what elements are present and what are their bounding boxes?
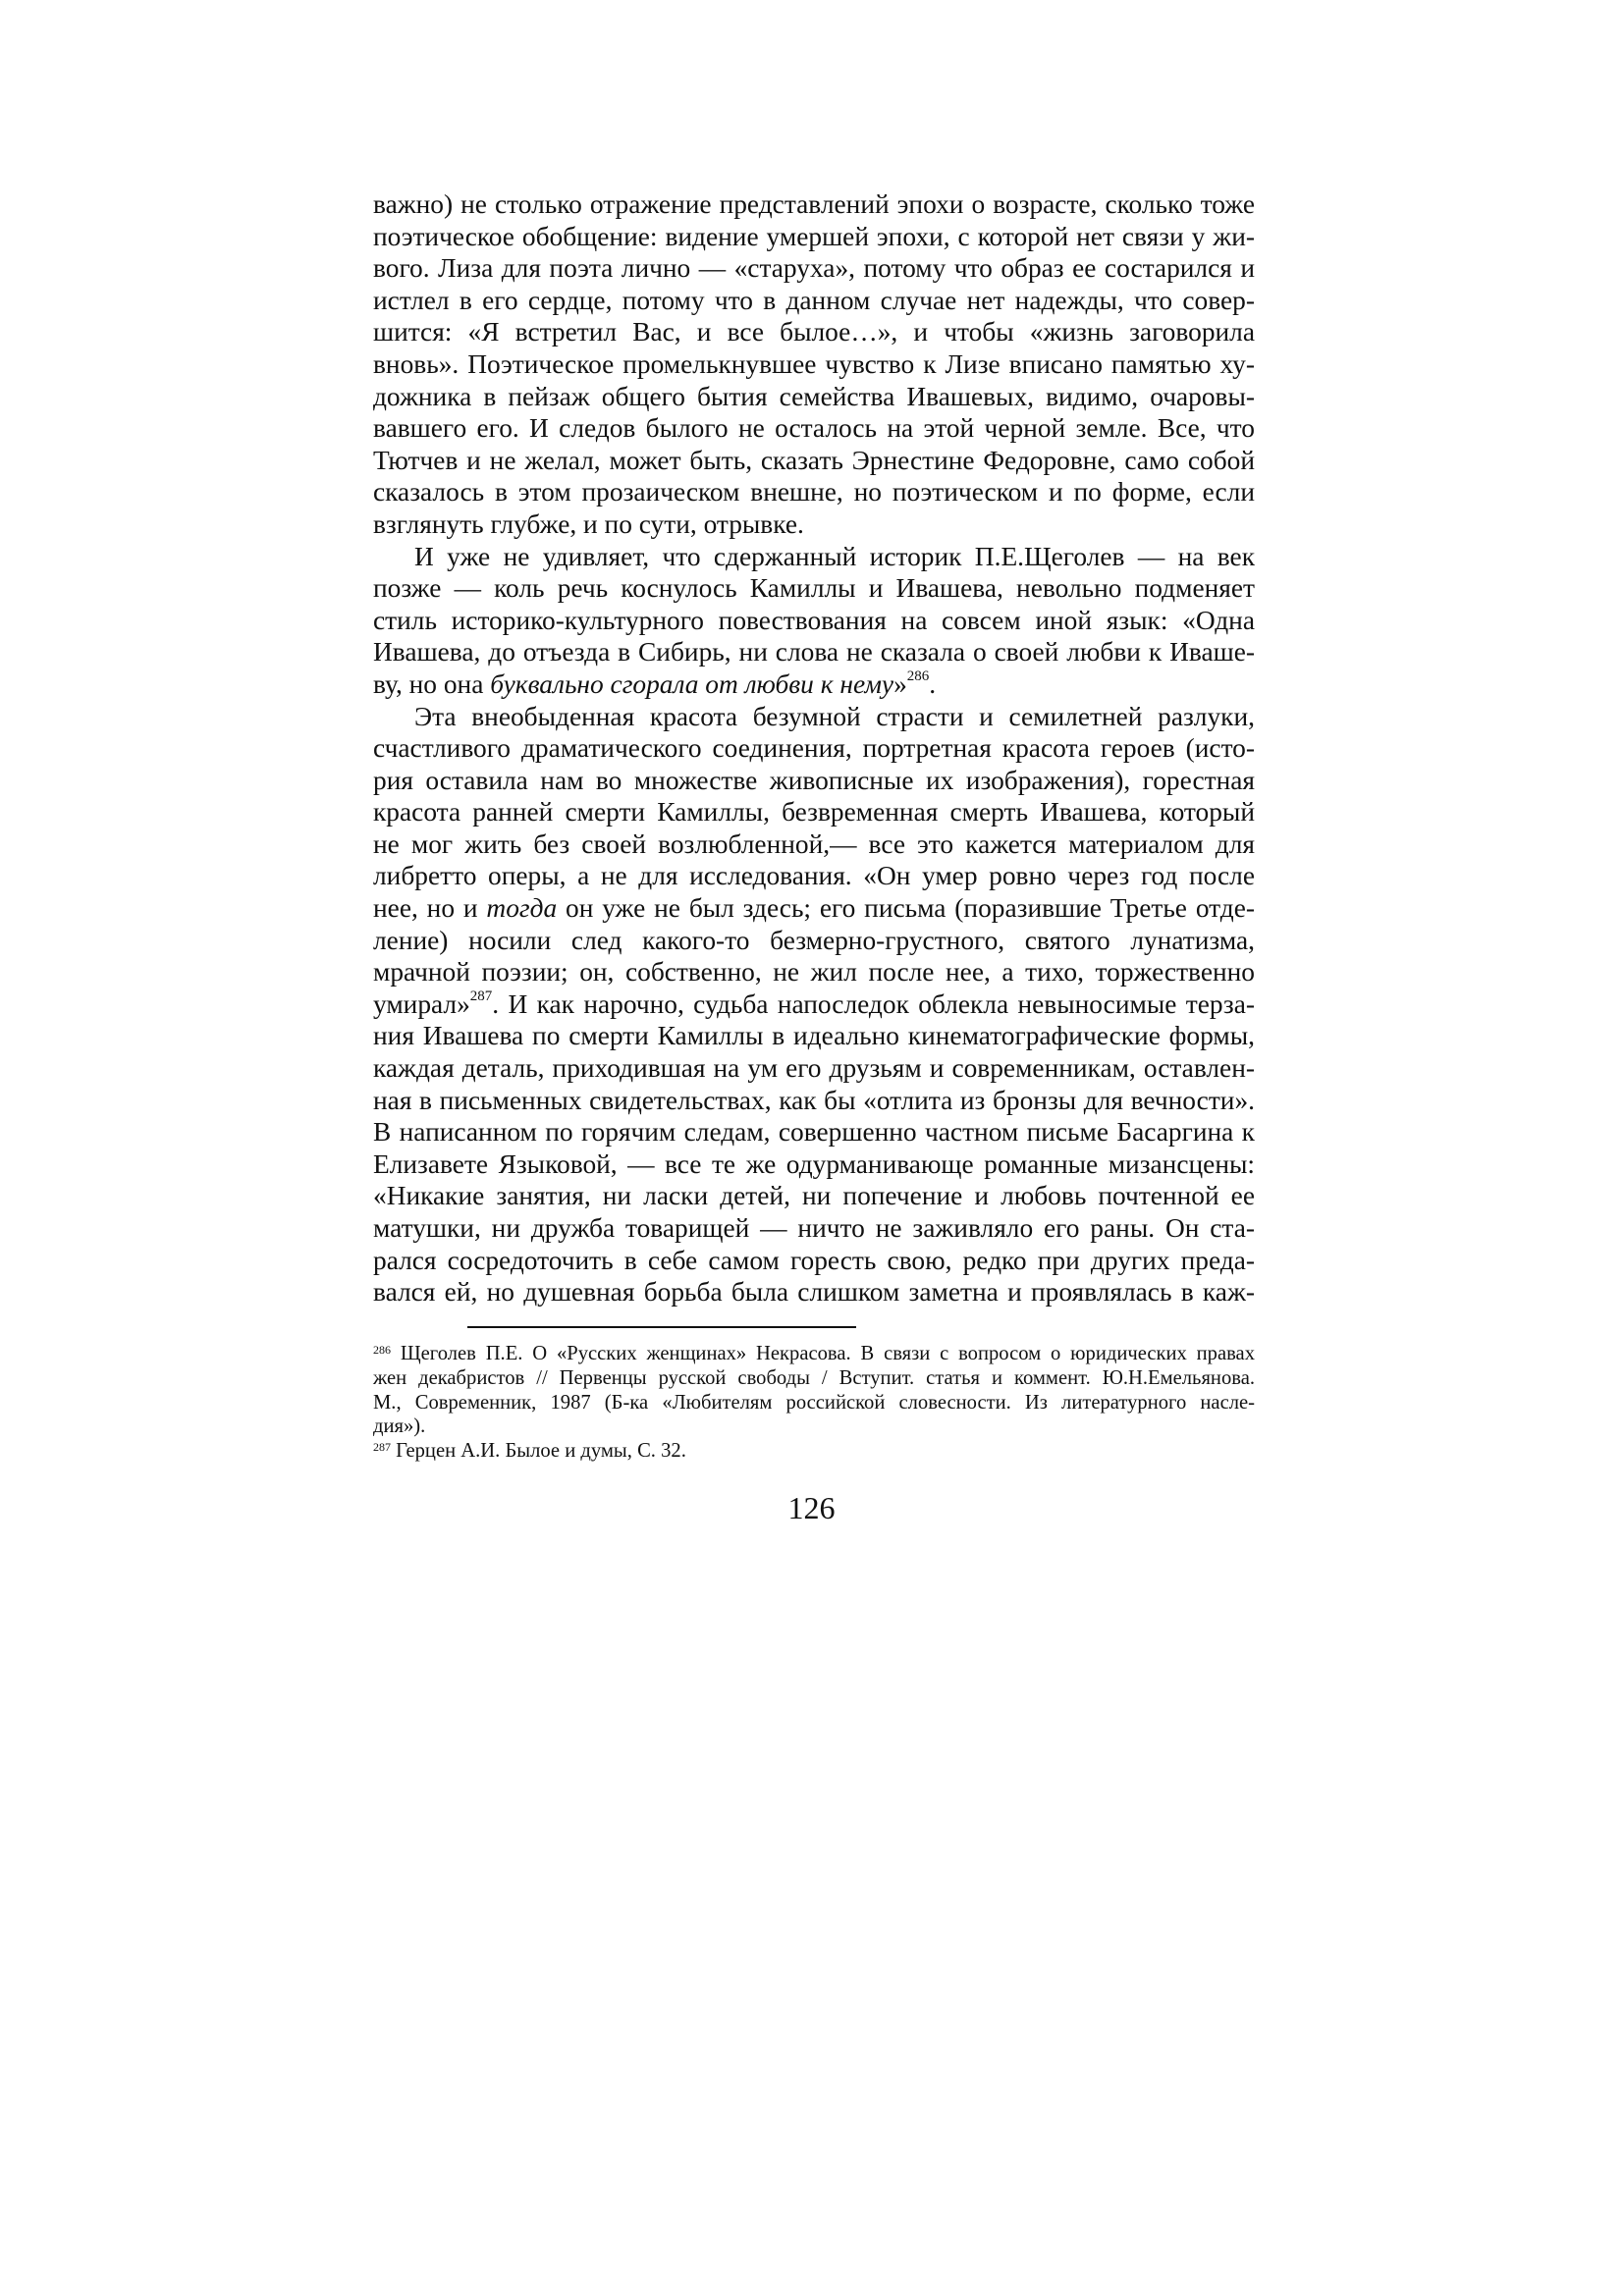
text-line: И уже не удивляет, что сдержанный историк П.Е.Щеголев — на век bbox=[414, 541, 1255, 571]
footnote-divider bbox=[467, 1326, 856, 1328]
text-line: «Никакие занятия, ни ласки детей, ни попечение и любовь почтенной ее bbox=[373, 1181, 1255, 1211]
main-text bbox=[373, 188, 1255, 1308]
text-line: поэтическое обобщение: видение умершей эпохи, с которой нет связи у жи- bbox=[373, 221, 1255, 251]
text-line: ление) носили след какого-то безмерно-грустного, святого лунатизма, bbox=[373, 925, 1255, 955]
text-line bbox=[373, 668, 1255, 701]
footnotes bbox=[373, 1342, 1255, 1464]
footnote-line: дия»). bbox=[373, 1415, 426, 1438]
text-run: » bbox=[893, 668, 907, 699]
text-run: . И как нарочно, судьба напоследок облекла невыносимые терза- bbox=[492, 988, 1255, 1019]
text-line: Тютчев и не желал, может быть, сказать Эрнестине Федоровне, само собой bbox=[373, 445, 1255, 475]
text-line: дожника в пейзаж общего бытия семейства Ивашевых, видимо, очаровы- bbox=[373, 381, 1255, 411]
footnote-line bbox=[373, 1439, 1255, 1464]
footnote-286 bbox=[373, 1342, 1255, 1439]
text-run: он уже не был здесь; его письма (поразившие Третье отде- bbox=[557, 893, 1255, 924]
text-line: рия оставила нам во множестве живописные их изображения), горестная bbox=[373, 765, 1255, 795]
paragraph-3 bbox=[373, 701, 1255, 1308]
text-line: красота ранней смерти Камиллы, безвременная смерть Ивашева, который bbox=[373, 797, 1255, 828]
text-line: матушки, ни дружба товарищей — ничто не заживляло его раны. Он ста- bbox=[373, 1213, 1255, 1243]
text-run: ву, но она bbox=[373, 668, 491, 699]
text-line: вался ей, но душевная борьба была слишком заметна и проявлялась в каж- bbox=[373, 1277, 1255, 1308]
page-number: 126 bbox=[787, 1490, 836, 1525]
text-line: Ивашева, до отъезда в Сибирь, ни слова не сказала о своей любви к Ивашe- bbox=[373, 637, 1255, 667]
text-line: вого. Лиза для поэта лично — «старуха», потому что образ ее состарился и bbox=[373, 253, 1255, 284]
text-line: Елизавете Языковой, — все те же одурманивающе романные мизансцены: bbox=[373, 1148, 1255, 1179]
footnote-287 bbox=[373, 1439, 1255, 1464]
text-run: . bbox=[929, 668, 937, 699]
footnote-ref-286[interactable]: 286 bbox=[906, 667, 930, 684]
footnote-text: Щеголев П.Е. О «Русских женщинах» Некрасова. В связи с вопросом о юридических правах bbox=[400, 1343, 1255, 1364]
text-line: вавшего его. И следов былого не осталось на этой черной земле. Все, что bbox=[373, 413, 1255, 444]
text-line: не мог жить без своей возлюбленной,— все это кажется материалом для bbox=[373, 828, 1255, 859]
paragraph-1 bbox=[373, 188, 1255, 541]
text-line: рался сосредоточить в себе самом горесть свою, редко при других преда- bbox=[373, 1245, 1255, 1275]
text-line: либретто оперы, а не для исследования. «Он умер ровно через год после bbox=[373, 861, 1255, 891]
text-line: ная в письменных свидетельствах, как бы «отлита из бронзы для вечности». bbox=[373, 1085, 1255, 1115]
text-run: нее, но и bbox=[373, 893, 487, 924]
text-line: В написанном по горячим следам, совершенно частном письме Басаргина к bbox=[373, 1117, 1255, 1148]
text-line: взглянуть глубже, и по сути, отрывке. bbox=[373, 508, 804, 539]
text-line: стиль историко-культурного повествования на совсем иной язык: «Одна bbox=[373, 605, 1255, 635]
text-run: умирал» bbox=[373, 988, 470, 1019]
text-line bbox=[373, 988, 1255, 1021]
italic-word: тогда bbox=[486, 893, 558, 924]
text-line: Эта внеобыденная красота безумной страсти и семилетней разлуки, bbox=[414, 701, 1255, 731]
text-line: истлел в его сердце, потому что в данном случае нет надежды, что совер- bbox=[373, 285, 1255, 315]
footnote-line: жен декабристов // Первенцы русской свободы / Вступит. статья и коммент. Ю.Н.Емельянова. bbox=[373, 1366, 1255, 1389]
footnote-number: 287 bbox=[373, 1440, 391, 1455]
text-line: ния Ивашева по смерти Камиллы в идеально кинематографические формы, bbox=[373, 1021, 1255, 1051]
text-line: счастливого драматического соединения, портретная красота героев (исто- bbox=[373, 733, 1255, 764]
footnote-ref-287[interactable]: 287 bbox=[469, 988, 493, 1004]
footnote-text: Герцен А.И. Былое и думы, С. 32. bbox=[396, 1440, 686, 1463]
text-line: позже — коль речь коснулось Камиллы и Ивашева, невольно подменяет bbox=[373, 573, 1255, 604]
text-line: шится: «Я встретил Вас, и все былое…», и чтобы «жизнь заговорила bbox=[373, 317, 1255, 347]
text-line: мрачной поэзии; он, собственно, не жил после нее, а тихо, торжественно bbox=[373, 957, 1255, 988]
italic-quote: буквально сгорала от любви к нему bbox=[490, 668, 894, 699]
footnote-number: 286 bbox=[373, 1343, 391, 1357]
paragraph-2 bbox=[373, 541, 1255, 701]
text-line: важно) не столько отражение представлений эпохи о возрасте, сколько тоже bbox=[373, 189, 1255, 219]
text-line: вновь». Поэтическое промелькнувшее чувство к Лизе вписано памятью ху- bbox=[373, 348, 1255, 379]
footnote-line bbox=[373, 1342, 1255, 1366]
text-line: каждая деталь, приходившая на ум его друзьям и современникам, оставлен- bbox=[373, 1053, 1255, 1084]
text-line bbox=[373, 892, 1255, 925]
text-line: сказалось в этом прозаическом внешне, но поэтическом и по форме, если bbox=[373, 477, 1255, 507]
footnote-line: М., Современник, 1987 (Б-ка «Любителям российской словесности. Из литературного насле- bbox=[373, 1391, 1255, 1414]
